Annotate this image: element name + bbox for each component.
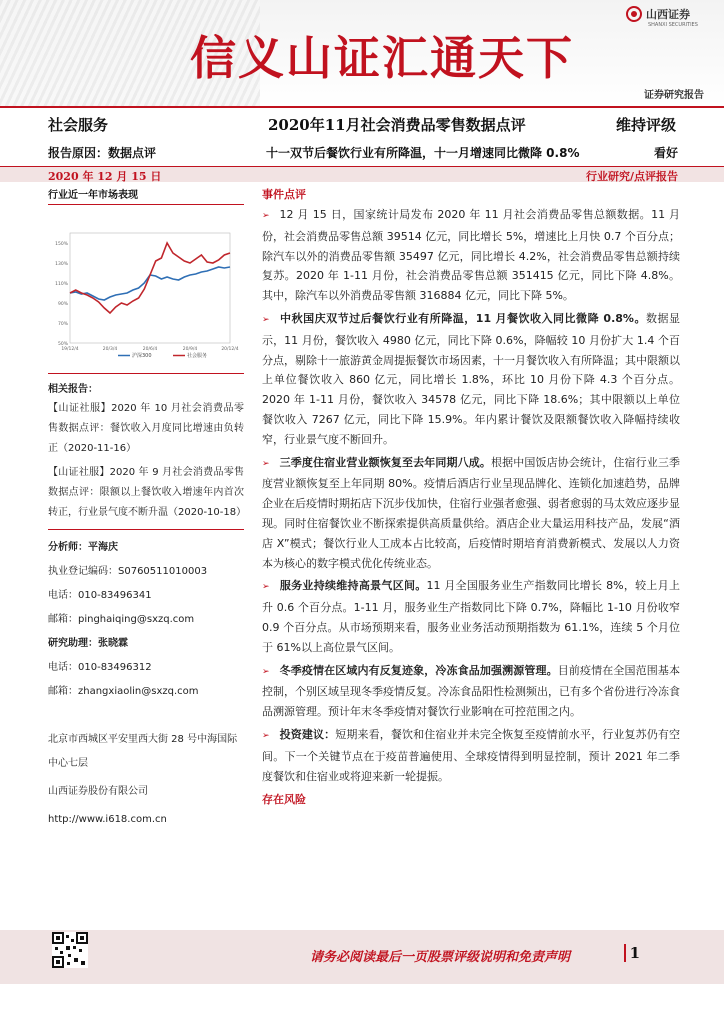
paragraph-5 xyxy=(262,661,680,722)
analyst-phone: 电话：010-83496341 xyxy=(48,590,152,601)
related-heading: 相关报告： xyxy=(48,384,98,395)
assistant-label: 研究助理： xyxy=(48,638,98,649)
report-subtitle: 十一双节后餐饮行业有所降温，十一月增速同比微降 0.8% xyxy=(266,146,580,160)
logo-icon xyxy=(626,6,642,22)
bullet-icon: ➢ xyxy=(262,666,270,677)
market-chart xyxy=(48,207,244,367)
analyst-name: 平海庆 xyxy=(88,542,118,553)
paragraph-6 xyxy=(262,725,680,786)
bullet-icon: ➢ xyxy=(262,314,270,325)
bullet-icon: ➢ xyxy=(262,582,270,593)
left-column xyxy=(48,186,247,832)
paragraph-2 xyxy=(262,309,680,450)
date-bar xyxy=(0,166,724,182)
paragraph-4 xyxy=(262,576,680,657)
events-heading: 事件点评 xyxy=(262,188,306,201)
x-tick-label: 20/6/4 xyxy=(142,347,158,352)
right-column xyxy=(262,186,680,807)
analyst-email[interactable]: 邮箱：pinghaiqing@sxzq.com xyxy=(48,614,195,625)
paragraph-1-text: 12 月 15 日，国家统计局发布 2020 年 11 月社会消费品零售总额数据。11 月份，社会消费品零售总额 39514 亿元，同比增长 5%，增速比上月快 0.7 个百分点；除汽车以外的消费品零售额 35497 亿元，同比增长 4.2%，社会消费品零售总额持续复苏。2020 年 1-11 月份，社会消费品零售总额 351415 亿元，同比下降 4.8%。其中，除汽车以外消费品零售额 316884 亿元，同比下降 5%。 xyxy=(262,208,680,303)
market-chart-svg xyxy=(48,207,244,367)
y-tick-label: 50% xyxy=(57,342,68,347)
disclaimer-notice: 请务必阅读最后一页股票评级说明和免责声明 xyxy=(310,950,571,965)
rating-view: 看好 xyxy=(653,146,678,160)
rating: 维持评级 xyxy=(615,116,676,134)
legend-label: 沪深300 xyxy=(132,353,152,359)
paragraph-4-head: 服务业持续维持高景气区间。 xyxy=(279,579,427,593)
related-report-2[interactable]: 【山证社服】2020 年 9 月社会消费品零售数据点评：限额以上餐饮收入增速年内首次转正，行业景气度不断升温（2020-10-18） xyxy=(48,467,247,518)
y-tick-label: 130% xyxy=(55,262,68,267)
paragraph-6-text: 短期来看，餐饮和住宿业并未完全恢复至疫情前水平，行业复苏仍有空间。下一个关键节点在于疫苗普遍使用、全球疫情得到明显控制，预计 2021 年二季度餐饮和住宿业或将迎来新一轮提振。 xyxy=(262,727,681,783)
company-address: 北京市西城区平安里西大街 28 号中海国际中心七层 xyxy=(48,734,238,769)
report-type: 行业研究/点评报告 xyxy=(585,170,678,183)
header-banner xyxy=(0,0,724,106)
company-name: 山西证券股份有限公司 xyxy=(48,786,148,797)
analyst-cert: 执业登记编码：S0760511010003 xyxy=(48,566,208,577)
paragraph-3 xyxy=(262,453,680,574)
slogan: 信义山证汇通天下 xyxy=(190,31,574,85)
page-number: 1 xyxy=(624,944,644,962)
assistant-line xyxy=(48,632,244,656)
company-logo xyxy=(626,6,698,28)
paragraph-3-head: 三季度住宿业营业额恢复至去年同期八成。 xyxy=(279,455,492,469)
x-tick-label: 20/3/4 xyxy=(102,347,118,352)
bullet-icon: ➢ xyxy=(262,730,270,741)
chart-plot-area xyxy=(70,233,230,343)
analyst-line xyxy=(48,536,244,560)
analyst-label: 分析师： xyxy=(48,542,88,553)
divider xyxy=(48,529,244,530)
footer xyxy=(0,930,724,984)
report-reason: 报告原因：数据点评 xyxy=(48,146,157,160)
brand-name: 山西证券 xyxy=(646,8,690,21)
divider xyxy=(48,373,244,374)
y-tick-label: 110% xyxy=(55,282,68,287)
header-rule xyxy=(0,106,724,108)
x-tick-label: 19/12/4 xyxy=(61,347,79,352)
report-date: 2020 年 12 月 15 日 xyxy=(48,170,162,183)
paragraph-2-head: 中秋国庆双节过后餐饮行业有所降温，11 月餐饮收入同比微降 0.8%。 xyxy=(279,311,646,325)
paragraph-1 xyxy=(262,205,680,306)
y-tick-label: 70% xyxy=(57,322,68,327)
assistant-name: 张晓霖 xyxy=(98,638,128,649)
series-line-2 xyxy=(70,243,230,313)
related-report-1[interactable]: 【山证社服】2020 年 10 月社会消费品零售数据点评：餐饮收入月度同比增速由负转正（2020-11-16） xyxy=(48,403,244,454)
assistant-phone: 电话：010-83496312 xyxy=(48,662,152,673)
industry-name: 社会服务 xyxy=(48,116,109,134)
bullet-icon: ➢ xyxy=(262,211,270,221)
paragraph-2-text: 数据显示，11 月份，餐饮收入 4980 亿元，同比下降 0.6%，降幅较 10 月份扩大 1.4 个百分点，剔除十一旅游黄金周提振餐饮市场因素，十一月餐饮收入有所降温；其中限额以上单位餐饮收入 860 亿元，同比增长 1.8%，环比 10 月份下降 4.3 个百分点。2020 年 1-11 月份，餐饮收入 34578 亿元，同比下降 18.6%；其中限额以上单位餐饮收入 7267 亿元，同比下降 15.9%。年内累计餐饮及限额餐饮收入降幅持续收窄，行业景气度不断回升。 xyxy=(262,311,680,446)
assistant-email[interactable]: 邮箱：zhangxiaolin@sxzq.com xyxy=(48,686,199,697)
paragraph-5-head: 冬季疫情在区域内有反复迹象，冷冻食品加强溯源管理。 xyxy=(279,663,558,677)
paragraph-6-head: 投资建议： xyxy=(279,727,336,741)
section-label: 证券研究报告 xyxy=(644,90,704,101)
y-tick-label: 150% xyxy=(55,242,68,247)
paragraph-4-text: 11 月全国服务业生产指数同比增长 8%，较上月上升 0.6 个百分点。1-11 月，服务业生产指数同比下降 0.7%，降幅比 1-10 月份收窄 0.9 个百分点。从市场预期来看，服务业业务活动预期指数为 61.1%，连续 5 个月位于 61%以上高位景气区间。 xyxy=(262,579,680,654)
paragraph-3-text: 根据中国饭店协会统计，住宿行业三季度营业额恢复至上年同期 80%。疫情后酒店行业呈现品牌化、连锁化加速趋势，品牌企业在后疫情时期拓店下沉步伐加快，住宿行业强者愈强、弱者愈弱的马太效应逐步显现。同时住宿餐饮业不断探索提供高质量供给。酒店企业大量运用科技产品，发展“酒店 X”模式；餐饮行业人工成本占比较高，后疫情时期培育消费新模式、发展以人力资本为核心的数字模式优化传统业态。 xyxy=(262,455,681,570)
company-website[interactable]: http://www.i618.com.cn xyxy=(48,814,167,825)
x-tick-label: 20/12/4 xyxy=(221,347,239,352)
bullet-icon: ➢ xyxy=(262,458,270,469)
report-title: 2020年11月社会消费品零售数据点评 xyxy=(268,116,526,134)
risk-heading: 存在风险 xyxy=(262,793,306,807)
brand-en: SHANXI SECURITIES xyxy=(648,22,698,28)
y-tick-label: 90% xyxy=(57,302,68,307)
paragraph-5-text: 目前疫情在全国范围基本控制，个别区域呈现冬季疫情反复。冷冻食品阳性检测频出，已有多个省份进行冷冻食品溯源管理。预计年末冬季疫情对餐饮行业影响在可控范围之内。 xyxy=(262,663,681,719)
chart-heading: 行业近一年市场表现 xyxy=(48,186,244,205)
legend-label: 社会服务 xyxy=(187,353,208,359)
qr-code-icon[interactable] xyxy=(52,932,88,968)
x-tick-label: 20/9/4 xyxy=(182,347,198,352)
series-line-1 xyxy=(70,267,230,300)
